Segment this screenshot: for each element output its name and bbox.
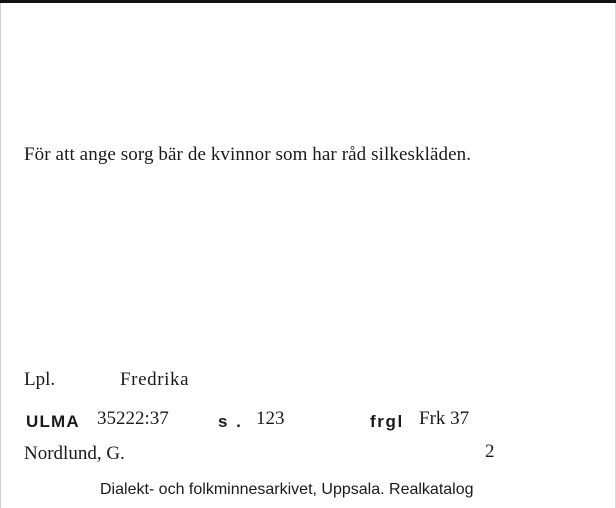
s-value: 123 — [256, 408, 285, 429]
frgl-value: Frk 37 — [419, 408, 470, 429]
s-label: s . — [218, 412, 243, 431]
ulma-value: 35222:37 — [97, 408, 169, 429]
ulma-label: ULMA — [26, 412, 80, 431]
frgl-label: frgl — [370, 412, 404, 431]
card-left-edge — [0, 3, 1, 508]
card-number: 2 — [485, 441, 495, 462]
lpl-value: Fredrika — [120, 369, 190, 390]
card-top-edge — [0, 0, 616, 3]
collector-name: Nordlund, G. — [24, 443, 125, 464]
lpl-label: Lpl. — [24, 369, 56, 390]
archive-footer: Dialekt- och folkminnesarkivet, Uppsala. Realkatalog — [100, 481, 474, 498]
card-main-text: För att ange sorg bär de kvinnor som har råd silkeskläden. — [24, 144, 472, 165]
